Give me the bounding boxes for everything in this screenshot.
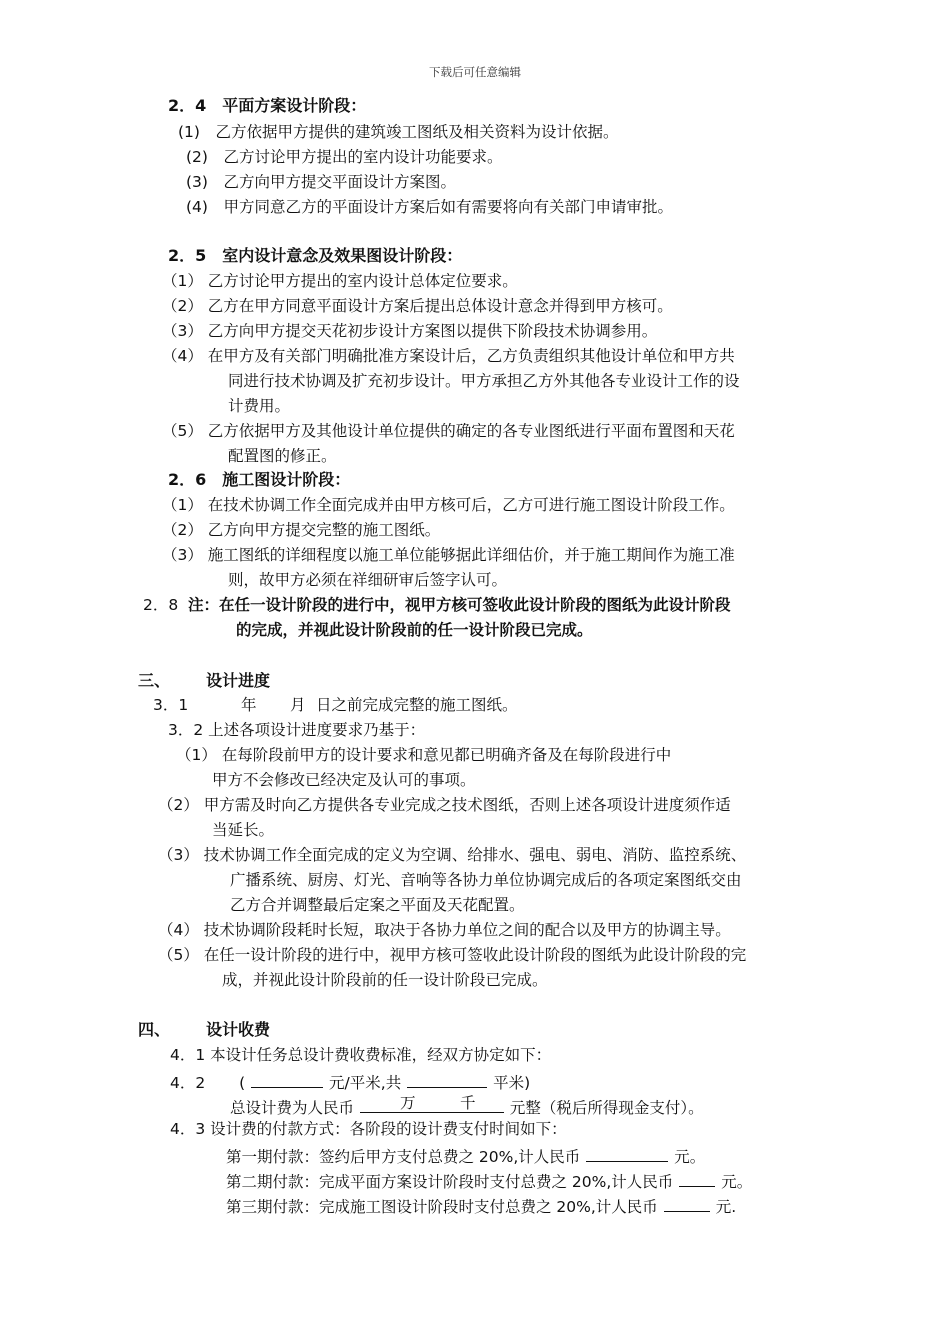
section-2-5-item-3: （3） 乙方向甲方提交天花初步设计方案图以提供下阶段技术协调参用。 [162, 322, 658, 340]
clause-3-2: 3．2 上述各项设计进度要求乃基于： [168, 721, 426, 739]
total-fee-blank[interactable] [360, 1095, 504, 1113]
section-4-number: 四、 [138, 1020, 171, 1039]
section-2-8-note-cont: 的完成，并视此设计阶段前的任一设计阶段已完成。 [236, 621, 593, 639]
section-2-4-item-1: (1) 乙方依据甲方提供的建筑竣工图纸及相关资料为设计依据。 [178, 123, 619, 141]
section-2-6-heading: 2．6 施工图设计阶段： [168, 470, 351, 489]
clause-3-2-item-5: （5） 在任一设计阶段的进行中，视甲方核可签收此设计阶段的图纸为此设计阶段的完 [158, 946, 747, 964]
section-2-4-item-4: (4) 甲方同意乙方的平面设计方案后如有需要将向有关部门申请审批。 [186, 198, 673, 216]
section-2-5-item-5-cont: 配置图的修正。 [228, 447, 337, 465]
section-2-8-number: 2．8 [143, 596, 179, 614]
payment-3-text: 第三期付款：完成施工图设计阶段时支付总费之 20%,计人民币 [226, 1198, 658, 1216]
total-fee-qian: 千 [459, 1094, 476, 1112]
payment-1-end: 元。 [674, 1148, 706, 1166]
clause-3-1-number: 3．1 [153, 696, 189, 714]
clause-3-2-item-1: （1） 在每阶段前甲方的设计要求和意见都已明确齐备及在每阶段进行中 [176, 746, 672, 764]
section-3-title: 设计进度 [206, 671, 271, 690]
clause-4-2-line [170, 1070, 530, 1093]
area-sqm-blank[interactable] [407, 1070, 487, 1088]
section-2-5-item-4-cont2: 计费用。 [228, 397, 291, 415]
section-2-4-heading: 2．4 平面方案设计阶段： [168, 96, 367, 115]
section-2-6-item-1: （1） 在技术协调工作全面完成并由甲方核可后，乙方可进行施工图设计阶段工作。 [162, 496, 735, 514]
page-header: 下载后可任意编辑 [429, 65, 521, 79]
clause-4-2-tail: 平米) [493, 1074, 531, 1092]
payment-2-amount-blank[interactable] [679, 1169, 715, 1187]
section-2-5-item-2: （2） 乙方在甲方同意平面设计方案后提出总体设计意念并得到甲方核可。 [162, 297, 673, 315]
total-fee-line [230, 1095, 704, 1118]
clause-3-2-item-2: （2） 甲方需及时向乙方提供各专业完成之技术图纸，否则上述各项设计进度须作适 [158, 796, 731, 814]
total-fee-prefix: 总设计费为人民币 [230, 1099, 355, 1117]
section-2-4-item-2: (2) 乙方讨论甲方提出的室内设计功能要求。 [186, 148, 503, 166]
payment-1-line [226, 1144, 705, 1167]
payment-3-amount-blank[interactable] [664, 1194, 710, 1212]
section-2-6-item-2: （2） 乙方向甲方提交完整的施工图纸。 [162, 521, 441, 539]
section-2-5-item-5: （5） 乙方依据甲方及其他设计单位提供的确定的各专业图纸进行平面布置图和天花 [162, 422, 735, 440]
payment-3-line [226, 1194, 736, 1217]
section-2-4-item-3: (3) 乙方向甲方提交平面设计方案图。 [186, 173, 456, 191]
clause-3-2-item-1-cont: 甲方不会修改已经决定及认可的事项。 [212, 771, 476, 789]
clause-3-2-item-5-cont: 成，并视此设计阶段前的任一设计阶段已完成。 [222, 971, 548, 989]
clause-3-2-item-3: （3） 技术协调工作全面完成的定义为空调、给排水、强电、弱电、消防、监控系统、 [158, 846, 747, 864]
section-2-5-heading: 2．5 室内设计意念及效果图设计阶段： [168, 246, 463, 265]
clause-4-2-unit: 元/平米,共 [329, 1074, 402, 1092]
clause-4-3: 4．3 设计费的付款方式：各阶段的设计费支付时间如下： [170, 1120, 567, 1138]
payment-2-line [226, 1169, 752, 1192]
section-2-8-note: 注：在任一设计阶段的进行中，视甲方核可签收此设计阶段的图纸为此设计阶段 [188, 596, 731, 614]
section-4-title: 设计收费 [206, 1020, 271, 1039]
clause-4-2-open-paren: ( [239, 1074, 246, 1092]
payment-1-text: 第一期付款：签约后甲方支付总费之 20%,计人民币 [226, 1148, 581, 1166]
section-2-5-item-1: （1） 乙方讨论甲方提出的室内设计总体定位要求。 [162, 272, 518, 290]
payment-1-amount-blank[interactable] [586, 1144, 668, 1162]
total-fee-suffix: 元整（税后所得现金支付）。 [509, 1099, 704, 1117]
section-2-5-item-4-cont: 同进行技术协调及扩充初步设计。甲方承担乙方外其他各专业设计工作的设 [228, 372, 740, 390]
clause-3-2-item-3-cont2: 乙方合并调整最后定案之平面及天花配置。 [230, 896, 525, 914]
total-fee-wan: 万 [399, 1094, 416, 1112]
clause-3-1-month: 月 [290, 696, 306, 714]
clause-4-1: 4．1 本设计任务总设计费收费标准，经双方协定如下： [170, 1046, 552, 1064]
clause-3-2-item-2-cont: 当延长。 [212, 821, 275, 839]
section-3-number: 三、 [138, 671, 171, 690]
section-2-5-item-4: （4） 在甲方及有关部门明确批准方案设计后，乙方负责组织其他设计单位和甲方共 [162, 347, 735, 365]
payment-2-end: 元。 [721, 1173, 753, 1191]
clause-4-2-number: 4．2 [170, 1074, 206, 1092]
clause-3-1-year: 年 [241, 696, 257, 714]
clause-3-2-item-4: （4） 技术协调阶段耗时长短，取决于各协力单位之间的配合以及甲方的协调主导。 [158, 921, 731, 939]
clause-3-2-item-3-cont: 广播系统、厨房、灯光、音响等各协力单位协调完成后的各项定案图纸交由 [230, 871, 742, 889]
rate-per-sqm-blank[interactable] [251, 1070, 323, 1088]
section-2-6-item-3-cont: 则，故甲方必须在祥细研审后签字认可。 [228, 571, 508, 589]
payment-2-text: 第二期付款：完成平面方案设计阶段时支付总费之 20%,计人民币 [226, 1173, 674, 1191]
payment-3-end: 元. [715, 1198, 737, 1216]
section-2-6-item-3: （3） 施工图纸的详细程度以施工单位能够据此详细估价，并于施工期间作为施工准 [162, 546, 735, 564]
clause-3-1-text: 日之前完成完整的施工图纸。 [316, 696, 518, 714]
